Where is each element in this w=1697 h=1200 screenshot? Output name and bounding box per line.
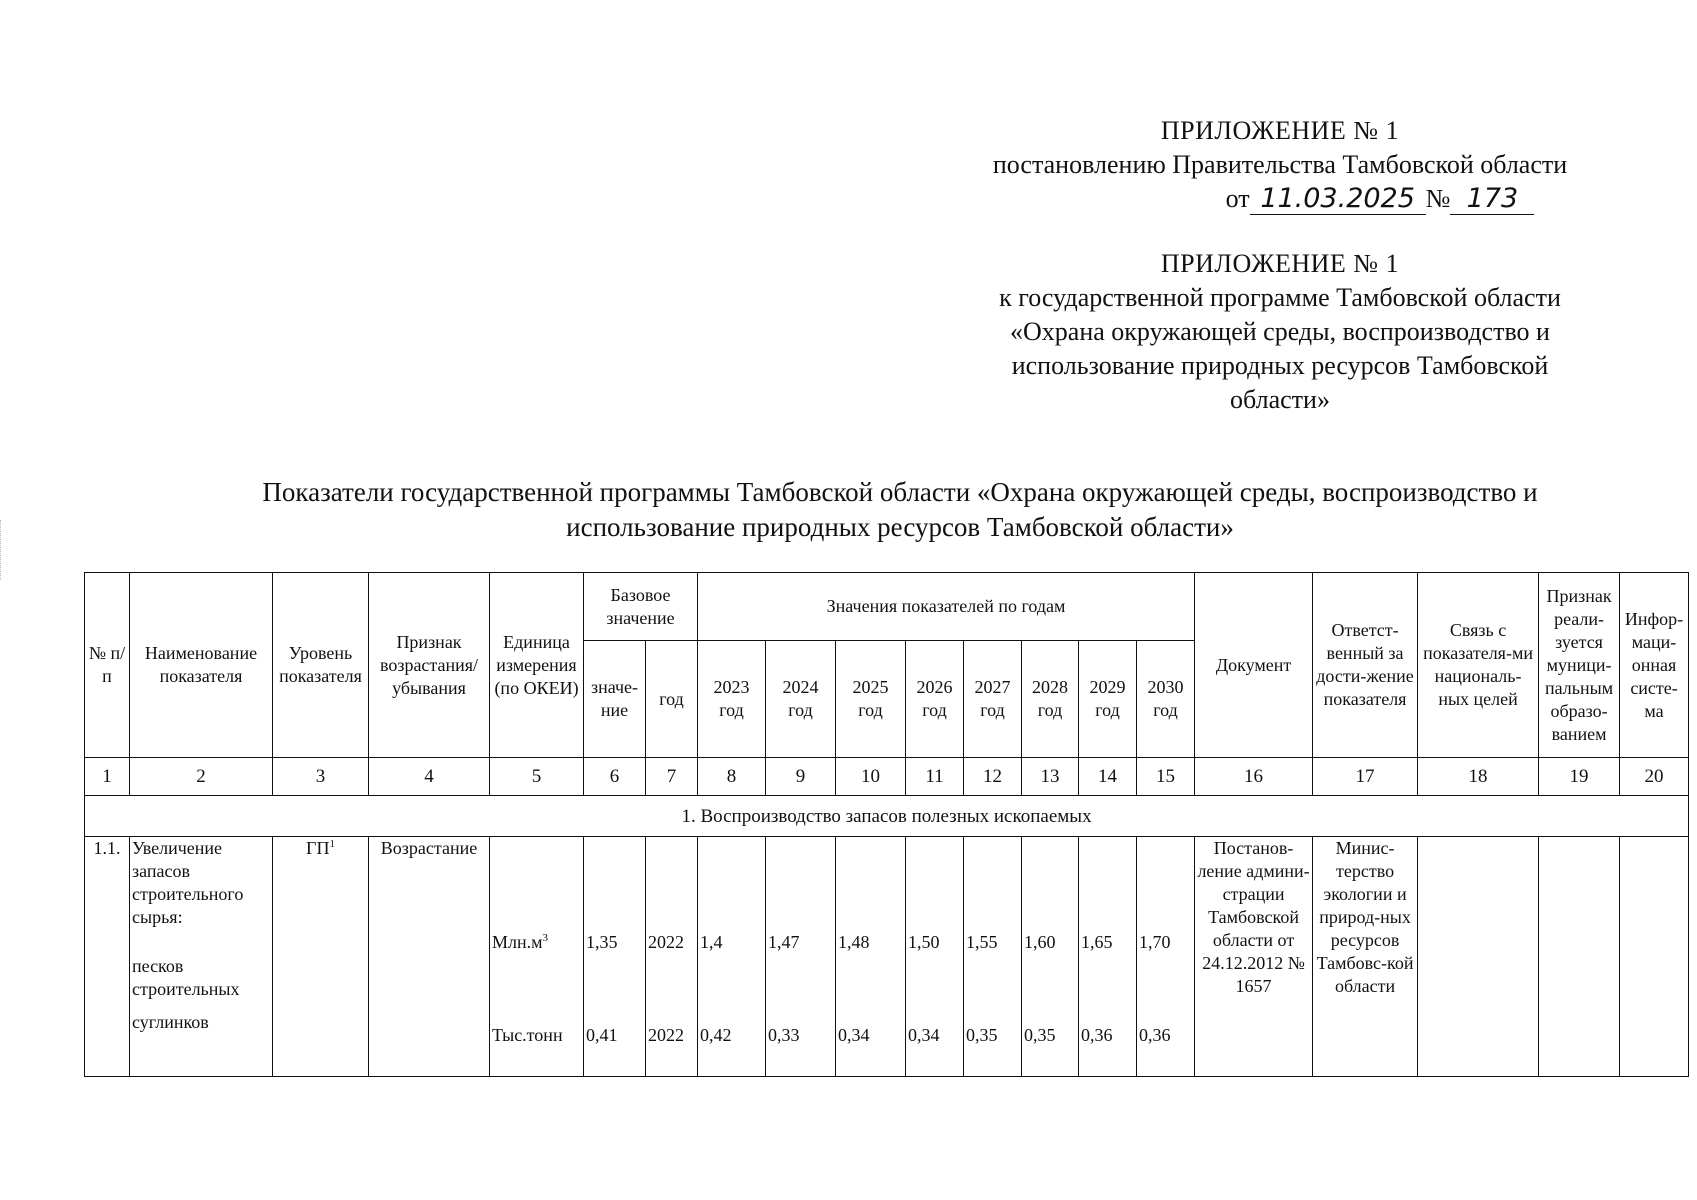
row-value-2027 <box>964 837 1022 1077</box>
value-loams-2030: 0,36 <box>1139 1025 1171 1045</box>
column-number: 9 <box>766 758 836 796</box>
unit-loams: Тыс.тонн <box>492 1025 563 1045</box>
program-line-2: «Охрана окружающей среды, воспроизводство и <box>1010 317 1550 346</box>
row-value-2025 <box>836 837 906 1077</box>
row-value-2026 <box>906 837 964 1077</box>
unit-sands-sup: 3 <box>542 932 549 944</box>
value-loams-2029: 0,36 <box>1081 1025 1113 1045</box>
header-year-2027: 2027 год <box>964 641 1022 758</box>
column-number: 8 <box>698 758 766 796</box>
header-num: № п/п <box>85 573 130 758</box>
column-number: 20 <box>1620 758 1689 796</box>
column-number: 7 <box>646 758 698 796</box>
column-number: 18 <box>1418 758 1539 796</box>
column-number: 12 <box>964 758 1022 796</box>
appendix-title: ПРИЛОЖЕНИЕ № 1 <box>1160 116 1400 145</box>
header-trend: Признак возрастания/ убывания <box>369 573 490 758</box>
base-value-loams: 0,41 <box>586 1025 618 1045</box>
indicator-name-main: Увеличение запасов строительного сырья: <box>132 838 244 927</box>
number-prefix: № <box>1425 184 1451 213</box>
handwritten-number: 173 <box>1450 184 1534 215</box>
appendix-date-line <box>930 182 1630 216</box>
header-years-group: Значения показателей по годам <box>698 573 1195 641</box>
column-number: 4 <box>369 758 490 796</box>
value-sands-2026: 1,50 <box>908 932 940 952</box>
value-loams-2023: 0,42 <box>700 1025 732 1045</box>
header-link: Связь с показателя-ми националь-ных целей <box>1418 573 1539 758</box>
value-loams-2027: 0,35 <box>966 1025 998 1045</box>
value-sands-2030: 1,70 <box>1139 932 1171 952</box>
level-footnote: 1 <box>329 838 335 850</box>
value-sands-2024: 1,47 <box>768 932 800 952</box>
indicators-table <box>84 572 1689 1077</box>
column-number: 13 <box>1022 758 1079 796</box>
base-value-sands: 1,35 <box>586 932 618 952</box>
program-line-1: к государственной программе Тамбовской области <box>999 283 1561 312</box>
column-number: 19 <box>1539 758 1620 796</box>
column-number: 2 <box>130 758 273 796</box>
appendix-header-resolution <box>930 114 1630 216</box>
row-info-system <box>1620 837 1689 1077</box>
column-number: 17 <box>1313 758 1418 796</box>
row-responsible: Минис-терство экологии и природ-ных ресурсов Тамбовс-кой области <box>1313 837 1418 1077</box>
value-sands-2027: 1,55 <box>966 932 998 952</box>
header-year-2030: 2030 год <box>1137 641 1195 758</box>
header-municipal: Признак реали-зуется муници-пальным образо-ванием <box>1539 573 1620 758</box>
column-number: 14 <box>1079 758 1137 796</box>
column-number: 6 <box>584 758 646 796</box>
header-year-2029: 2029 год <box>1079 641 1137 758</box>
value-loams-2026: 0,34 <box>908 1025 940 1045</box>
header-base: Базовое значение <box>584 573 698 641</box>
column-number: 10 <box>836 758 906 796</box>
value-loams-2024: 0,33 <box>768 1025 800 1045</box>
row-municipal <box>1539 837 1620 1077</box>
value-sands-2028: 1,60 <box>1024 932 1056 952</box>
appendix-resolution-line: постановлению Правительства Тамбовской области <box>992 150 1568 179</box>
column-number: 3 <box>273 758 369 796</box>
row-value-2028 <box>1022 837 1079 1077</box>
column-number: 11 <box>906 758 964 796</box>
header-year-2026: 2026 год <box>906 641 964 758</box>
value-loams-2025: 0,34 <box>838 1025 870 1045</box>
level-text: ГП <box>306 838 330 858</box>
section-row <box>85 796 1689 837</box>
row-unit <box>490 837 584 1077</box>
row-link <box>1418 837 1539 1077</box>
date-prefix: от <box>1225 184 1250 213</box>
row-level <box>273 837 369 1077</box>
value-sands-2029: 1,65 <box>1081 932 1113 952</box>
header-document: Документ <box>1195 573 1313 758</box>
indicator-name-sands: песков строительных <box>132 956 240 999</box>
document-title-line-1: Показатели государственной программы Тамбовской области «Охрана окружающей среды, воспроизводство и <box>262 477 1538 507</box>
margin-mark <box>0 520 3 580</box>
row-trend: Возрастание <box>369 837 490 1077</box>
section-title: 1. Воспроизводство запасов полезных ископаемых <box>85 796 1689 837</box>
unit-sands-text: Млн.м <box>492 932 543 952</box>
document-title <box>90 475 1697 545</box>
column-numbers-row <box>85 758 1689 796</box>
program-line-3: использование природных ресурсов Тамбовской <box>1011 351 1549 380</box>
document-title-line-2: использование природных ресурсов Тамбовской области» <box>566 512 1234 542</box>
header-unit: Единица измерения (по ОКЕИ) <box>490 573 584 758</box>
row-base-year <box>646 837 698 1077</box>
indicator-name-loams: суглинков <box>132 1012 209 1032</box>
header-info-system: Инфор-маци-онная систе-ма <box>1620 573 1689 758</box>
value-sands-2023: 1,4 <box>700 932 723 952</box>
header-level: Уровень показателя <box>273 573 369 758</box>
column-number: 5 <box>490 758 584 796</box>
row-num: 1.1. <box>85 837 130 1077</box>
row-base-value <box>584 837 646 1077</box>
row-value-2029 <box>1079 837 1137 1077</box>
handwritten-date: 11.03.2025 <box>1250 184 1426 215</box>
row-indicator-name <box>130 837 273 1077</box>
header-responsible: Ответст-венный за дости-жение показателя <box>1313 573 1418 758</box>
header-year-2025: 2025 год <box>836 641 906 758</box>
header-base-year: год <box>646 641 698 758</box>
value-sands-2025: 1,48 <box>838 932 870 952</box>
header-year-2023: 2023 год <box>698 641 766 758</box>
table-row <box>85 837 1689 1077</box>
column-number: 16 <box>1195 758 1313 796</box>
header-year-2024: 2024 год <box>766 641 836 758</box>
unit-sands <box>492 931 581 954</box>
column-number: 15 <box>1137 758 1195 796</box>
header-base-value: значе-ние <box>584 641 646 758</box>
header-name: Наименование показателя <box>130 573 273 758</box>
header-year-2028: 2028 год <box>1022 641 1079 758</box>
base-year-loams: 2022 <box>648 1025 684 1045</box>
row-document: Постанов-ление админи-страции Тамбовской области от 24.12.2012 № 1657 <box>1195 837 1313 1077</box>
row-value-2030 <box>1137 837 1195 1077</box>
base-year-sands: 2022 <box>648 932 684 952</box>
value-loams-2028: 0,35 <box>1024 1025 1056 1045</box>
row-value-2024 <box>766 837 836 1077</box>
column-number: 1 <box>85 758 130 796</box>
appendix-header-program <box>930 247 1630 417</box>
appendix-title-2: ПРИЛОЖЕНИЕ № 1 <box>1160 249 1400 278</box>
program-line-4: области» <box>1230 385 1330 414</box>
row-value-2023 <box>698 837 766 1077</box>
